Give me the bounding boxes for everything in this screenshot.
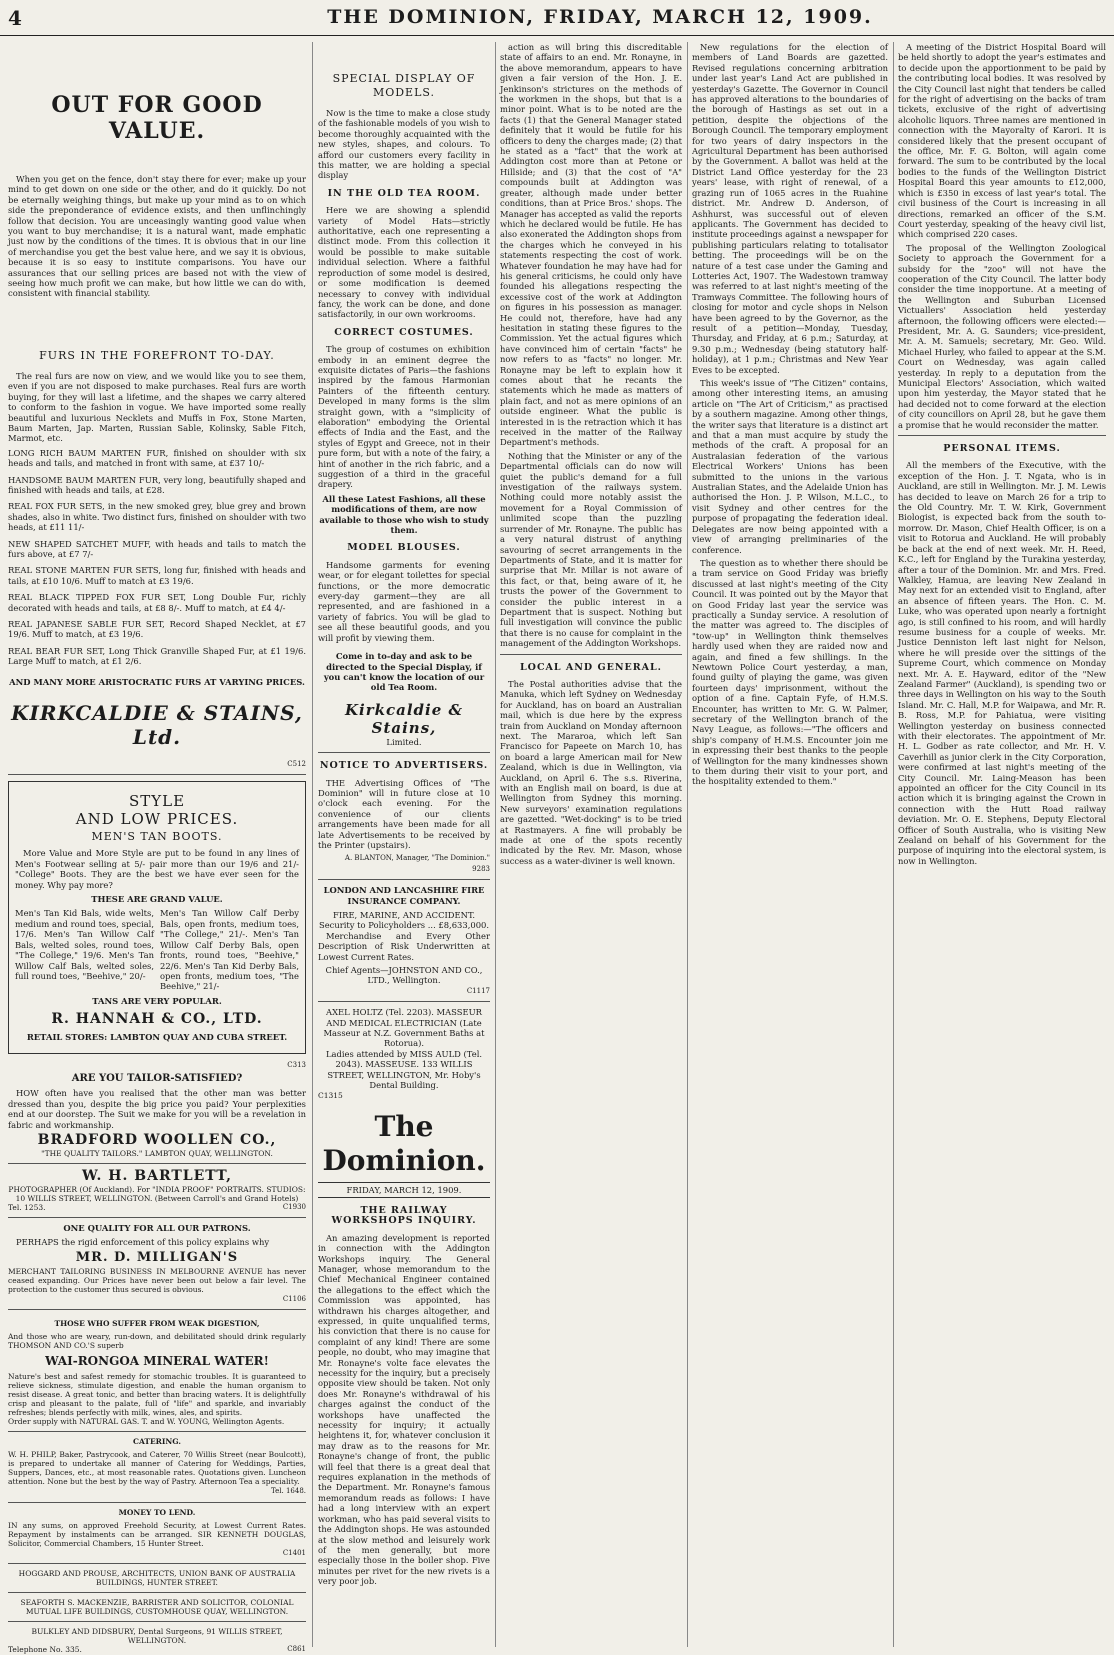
seaforth-ad: SEAFORTH S. MACKENZIE, BARRISTER AND SOLICITOR, COLONIAL MUTUAL LIFE BUILDINGS, CUSTOMHOUSE QUAY, WELLINGTON. xyxy=(20,1598,294,1616)
small-ads xyxy=(8,1315,306,1654)
fur-item: REAL BLACK TIPPED FOX FUR SET, Long Double Fur, richly decorated with heads and tails, at £8 8/-. Muff to match, at £4 4/- xyxy=(8,592,306,613)
money-body: IN any sums, on approved Freehold Security, at Lowest Current Rates. Repayment by instalments can be arranged. SIR KENNETH DOUGLAS, Solicitor, Commercial Chambers, 15 Hunter Street. xyxy=(8,1520,306,1548)
column-editorial-continued xyxy=(500,42,682,1647)
hannah-head: AND LOW PRICES. xyxy=(75,810,239,829)
fur-item: REAL STONE MARTEN FUR SETS, long fur, finished with heads and tails, at £10 10/6. Muff to match at £3 19/6. xyxy=(8,565,306,586)
bulkley-footer xyxy=(8,1645,306,1654)
hannah-right: Men's Tan Willow Calf Derby Bals, open fronts, medium toes, "The College," 21/-. Men's Tan Willow Calf Derby Bals, open fronts, round toes, "Beehive," 22/6. Men's Tan Kid Derby Bals, open fronts, medium toes, "The Beehive," 21/- xyxy=(160,908,299,992)
costumes-head: CORRECT COSTUMES. xyxy=(334,326,474,338)
firm-name: KIRKCALDIE & STAINS, Ltd. xyxy=(11,701,303,750)
divider xyxy=(318,1001,490,1002)
local-news: The question as to whether there should be a tram service on Good Friday was briefly discussed at last night's meeting of the City Council. It was pointed out by the Mayor that on Good Friday last year the service was practically a Sunday service. A resolution of the matter was agreed to. The disciples of "tow-up" in Wellington think themselves hardly used when they are raided now and again, and fined a few shillings. In the Newtown Police Court yesterday, a man, found guilty of playing the game, was given fourteen days' imprisonment, without the option of a fine. Captain Fyfe, of H.M.S. Encounter, has written to Mr. G. W. Palmer, secretary of the Wellington branch of the Navy League, as follows:—"The officers and ship's company of H.M.S. Encounter join me in expressing their best thanks to the people of Wellington for the many kindnesses shown to them during their visit to your port, and the hospitality extended to them." xyxy=(692,557,888,787)
personal-body: All the members of the Executive, with the exception of the Hon. J. T. Ngata, who is in Auckland, are still in Wellington. Mr. J. M. Lewis has decided to leave on March 26 for a trip to the Old Country. Mr. T. W. Kirk, Government Biologist, is expected back from the south to-morrow. Dr. Mason, Chief Health Officer, is on a visit to Rotorua and Auckland. He will probably be back at the end of next week. Mr. H. Reed, K.C., left for England by the Turakina yesterday, after a tour of the Dominion. Mr. and Mrs. Fred. Walkley, Hamua, are leaving New Zealand in May next for an extended visit to England, after an absence of fifteen years. The Hon. C. M. Luke, who was operated upon nearly a fortnight ago, is still confined to his room, and will hardly resume business for a couple of weeks. Mr. Justice Denniston left last night for Nelson, where he will preside over the sittings of the Supreme Court, which commence on Monday next. Mr. A. E. Hayward, editor of the "New Zealand Farmer" (Auckland), is spending two or three days in Wellington on his way to the South Island. Mr. C. Hall, M.P. for Waipawa, and Mr. R. B. Ross, M.P. for Pahiatua, were visiting Wellington yesterday on business connected with their electorates. The appointment of Mr. H. L. Godber as rate collector, and Mr. H. V. Caverhill as junior clerk in the City Corporation, were confirmed at last night's meeting of the City Council. Mr. Laing-Meason has been appointed an officer for the City Council in its action which it is bringing against the Crown in connection with the Hutt Road railway deviation. Mr. O. E. Stephens, Deputy Electoral Officer of South Australia, who is visiting New Zealand on behalf of his Government for the purpose of inquiring into the electoral system, is now in Wellington. xyxy=(898,460,1106,866)
milligan-sub: MERCHANT TAILORING BUSINESS IN MELBOURNE AVENUE has never ceased expanding. Our Prices have never been out below a fair level. The protection to the customer thus secured is obvious. xyxy=(8,1266,306,1294)
fur-item: HANDSOME BAUM MARTEN FUR, very long, beautifully shaped and finished with heads and tails, at £28. xyxy=(8,474,306,495)
waiq-head: THOSE WHO SUFFER FROM WEAK DIGESTION, xyxy=(54,1319,260,1329)
notice-head: NOTICE TO ADVERTISERS. xyxy=(319,760,489,772)
fur-item: LONG RICH BAUM MARTEN FUR, finished on shoulder with six heads and tails, and matched in front with same, at £37 10/- xyxy=(8,447,306,469)
hannah-stores: RETAIL STORES: LAMBTON QUAY AND CUBA STREET. xyxy=(26,1032,288,1043)
column-rule xyxy=(687,42,688,1647)
bulkley-ad: BULKLEY AND DIDSBURY, Dental Surgeons, 91 WILLIS STREET, WELLINGTON. xyxy=(31,1627,283,1645)
bartlett-name: W. H. BARTLETT, xyxy=(82,1167,232,1184)
special-head: SPECIAL DISPLAY OF MODELS. xyxy=(332,72,476,99)
hannah-lists xyxy=(15,908,299,991)
london-agents: Chief Agents—JOHNSTON AND CO., LTD., Wellington. xyxy=(325,965,483,986)
firm-sub: Limited. xyxy=(386,736,422,747)
fur-item: REAL BEAR FUR SET, Long Thick Granville Shaped Fur, at £1 19/6. Large Muff to match, at £1 2/6. xyxy=(8,645,306,667)
newspaper-title: THE DOMINION, FRIDAY, MARCH 12, 1909. xyxy=(327,6,873,28)
bartlett-tel: Tel. 1253. xyxy=(8,1202,46,1212)
bradford-name: BRADFORD WOOLLEN CO., xyxy=(37,1131,277,1148)
column-rule xyxy=(893,42,894,1647)
london-sec: Security to Policyholders ... £8,633,000. xyxy=(318,920,490,931)
furs-headline: FURS IN THE FOREFRONT TO-DAY. xyxy=(39,348,275,362)
catering-body: W. H. PHILP, Baker, Pastrycook, and Caterer, 70 Willis Street (near Boulcott), is prepared to undertake all manner of Catering for Weddings, Parties, Suppers, Dances, etc., at most reasonable rates. Quotations given. Luncheon attention. None but the best by the way of Pastry. Afternoon Tea a speciality. xyxy=(8,1450,306,1487)
hannah-intro: More Value and More Style are put to be found in any lines of Men's Footwear selling at 5/- pair more than our 19/6 and 21/- "College" Boots. They are the best we have ever seen for the money. Why pay more? xyxy=(15,848,299,890)
local-news: A meeting of the District Hospital Board will be held shortly to adopt the year's estimates and to decide upon the apportionment to be paid by the contributing local bodies. It was resolved by the City Council last night that tenders be called for the right of advertising on the backs of tram tickets, exclusive of the right of advertising alcoholic liquors. Three names are mentioned in connection with the Mayoralty of Karori. It is considered likely that the present occupant of the office, Mr. F. G. Bolton, will again come forward. The sum to be contributed by the local bodies to the funds of the Wellington District Hospital Board this year amounts to £12,000, which is £350 in excess of last year's total. The civil business of the Court is increasing in all directions, remarked an officer of the S.M. Court yesterday, speaking of the heavy civil list, which comprised 220 cases. xyxy=(898,42,1106,240)
divider xyxy=(318,879,490,880)
hannah-firm: R. HANNAH & CO., LTD. xyxy=(51,1011,263,1028)
divider xyxy=(8,1592,306,1593)
come-note: Come in to-day and ask to be directed to the Special Display, if you can't know the location of our old Tea Room. xyxy=(323,651,485,693)
hannah-head: MEN'S TAN BOOTS. xyxy=(91,830,223,844)
milligan-name: MR. D. MILLIGAN'S xyxy=(75,1249,239,1265)
local-news: New regulations for the election of members of Land Boards are gazetted. Revised regulations concerning arbitration under last year's Land Act are published in yesterday's Gazette. The Governor in Council has approved alterations to the boundaries of the borough of Hastings as set out in a petition, despite the objections of the Borough Council. The temporary employment for two years of dairy inspectors in the Agricultural Department has been authorised by the Government. A ballot was held at the District Land Office yesterday for the 23 years' lease, with right of renewal, of a grazing run of 1065 acres in the Ruahine district. Mr. Andrew D. Anderson, of Ashhurst, was successful out of eleven applicants. The Government has decided to institute proceedings against a newspaper for publishing particulars relating to totalisator betting. The proceedings will be on the nature of a test case under the Gaming and Lotteries Act, 1907. The Wadestown tramway was referred to at last night's meeting of the Tramways Committee. The following hours of closing for motor and cycle shops in Nelson have been agreed to by the Governor, as the result of a petition—Monday, Tuesday, Thursday, and Friday, at 6 p.m.; Saturday, at 9.30 p.m.; Wednesday (being statutory half-holiday), at 1 p.m.; Christmas and New Year Eves to be excepted. xyxy=(692,42,888,375)
divider xyxy=(500,654,682,655)
catering-head: CATERING. xyxy=(132,1437,182,1447)
personal-head: PERSONAL ITEMS. xyxy=(943,443,1061,455)
ad-code: C1930 xyxy=(282,1202,306,1211)
divider xyxy=(318,752,490,753)
column-rule xyxy=(495,42,496,1647)
waiq-body: Nature's best and safest remedy for stomachic troubles. It is guaranteed to relieve sickness, stimulate digestion, and enable the human organism to resist disease. A great tonic, and better than bracing waters. It is delightfully crisp and pleasant to the palate, full of "life" and sparkle, and invariably refreshes; blends perfectly with milk, wines, ales, and spirits. xyxy=(8,1372,306,1418)
special-body: Now is the time to make a close study of the fashionable models of you wish to become thoroughly acquainted with the new styles, shapes, and colours. To afford our customers every facility in this matter, we are holding a special display xyxy=(318,108,490,181)
ad-code: C1106 xyxy=(282,1294,306,1303)
ad-headline: OUT FOR GOOD VALUE. xyxy=(51,92,263,144)
small-ads-left xyxy=(8,1315,306,1654)
local-news: The proposal of the Wellington Zoological Society to approach the Government for a subsidy for the "zoo" will not have the cooperation of the City Council. The latter body consider the time inopportune. At a meeting of the Wellington and Suburban Licensed Victuallers' Association held yesterday afternoon, the following officers were elected:—President, Mr. A. G. Saunders; vice-president, Mr. A. M. Samuels; secretary, Mr. Geo. Wild. Michael Hurley, who failed to appear at the S.M. Court on Wednesday, was again called yesterday. In reply to a deputation from the Municipal Electors' Association, which waited upon him yesterday, the Mayor stated that he had decided not to come forward at the election of city councillors on April 28, but he gave them a promise that he would reconsider the matter. xyxy=(898,242,1106,430)
notice-sign: A. BLANTON, Manager, "The Dominion." xyxy=(344,854,490,863)
london-sub: FIRE, MARINE, AND ACCIDENT. xyxy=(333,910,475,920)
waiq-name: WAI-RONGOA MINERAL WATER! xyxy=(45,1354,269,1369)
latest-note: All these Latest Fashions, all these modifications of them, are now available to those who wish to study them. xyxy=(319,493,489,536)
ad-code: C512 xyxy=(287,760,306,769)
holtz-ad: AXEL HOLTZ (Tel. 2203). MASSEUR AND MEDICAL ELECTRICIAN (Late Masseur at N.Z. Government Baths at Rotorua). xyxy=(323,1007,485,1049)
hannah-head: STYLE xyxy=(128,792,186,811)
tea-room-head: IN THE OLD TEA ROOM. xyxy=(327,187,481,199)
blouses-body: Handsome garments for evening wear, or for elegant toilettes for special functions, or the more democratic every-day garment—they are all represented, and are fashioned in a variety of fabrics. You will be glad to see all these beautiful goods, and you will profit by viewing them. xyxy=(318,559,490,643)
london-head: LONDON AND LANCASHIRE FIRE INSURANCE COMPANY. xyxy=(323,885,485,906)
divider xyxy=(8,1621,306,1622)
column-local-and-personal xyxy=(898,42,1106,1647)
ad-code: C1117 xyxy=(466,986,490,995)
divider xyxy=(8,1217,306,1218)
tea-room-body: Here we are showing a splendid variety of Model Hats—strictly authoritative, each one representing a distinct mode. From this collection it would be possible to make suitable individual selection. Where a faithful reproduction of some model is desired, or some modification is deemed necessary to convey with individual fancy, the work can be done, and done satisfactorily, in our own workrooms. xyxy=(318,205,490,320)
hannah-sub: THESE ARE GRAND VALUE. xyxy=(91,894,223,905)
bartlett-sub: PHOTOGRAPHER (Of Auckland). For "INDIA PROOF" PORTRAITS. STUDIOS: 10 WILLIS STREET, WELLINGTON. (Between Carroll's and Grand Hotels) xyxy=(8,1184,306,1203)
furs-intro: The real furs are now on view, and we would like you to see them, even if you are not disposed to make purchases. Real furs are worth buying, for they will last a lifetime, and the shapes we carry altered to conform to the fashion in vogue. We have imported some really beautiful and luxurious Necklets and Muffs in Fox, Stone Marten, Baum Marten, Jap. Marten, Russian Sable, Kolinsky, Sable Fitch, Marmot, etc. xyxy=(8,370,306,444)
divider xyxy=(8,1502,306,1503)
ad-code: C1401 xyxy=(282,1548,306,1557)
masthead xyxy=(0,0,1114,36)
tailor-body: HOW often have you realised that the other man was better dressed than you, despite the big price you paid? Your perplexities end at our doorstep. The Suit we make for you will be a revelation in fabric and workmanship. xyxy=(8,1088,306,1130)
fur-item: REAL JAPANESE SABLE FUR SET, Record Shaped Necklet, at £7 19/6. Muff to match, at £3 19/6. xyxy=(8,619,306,640)
editorial-continued: action as will bring this discreditable state of affairs to an end. Mr. Ronayne, in the above memorandum, appears to have given a fair version of the Hon. J. E. Jenkinson's strictures on the methods of the workmen in the shops, but that is a minor point. What is to be noted are the facts (1) that the General Manager stated definitely that it would be futile for his officers to deny the charges made; (2) that he stated as a "fact" that the work at Addington cost more than at Petone or Hillside; and (3) that the cost of "A" compounds built at Addington was greater, although made under better conditions, than at Price Bros.' shops. The Manager has accepted as valid the reports which he declared would be futile. He has also exonerated the Addington shops from the charges which he conveyed in his statements respecting the cost of work. Whatever foundation he may have had for his general criticisms, he could only have founded his allegations respecting the excessive cost of the work at Addington on figures in his possession as manager. He could not, therefore, have had any hesitation in stating these figures to the Commission. Yet the actual figures which have convinced him of certain "facts" he now refers to as "facts" no longer. Mr. Ronayne may be left to explain how it comes about that he recants the statements which he made as matters of plain fact, and not as mere opinions of an outside engineer. What the public is interested in is the retraction which it has received in the matter of the Railway Department's methods. xyxy=(500,42,682,448)
furs-outro: AND MANY MORE ARISTOCRATIC FURS AT VARYING PRICES. xyxy=(9,676,305,687)
tailor-head: ARE YOU TAILOR-SATISFIED? xyxy=(71,1072,243,1084)
divider xyxy=(8,774,306,775)
holtz-ladies: Ladies attended by MISS AULD (Tel. 2043). MASSEUSE. 133 WILLIS STREET, WELLINGTON, Mr. Hoby's Dental Building. xyxy=(325,1048,483,1091)
ad-code: C313 xyxy=(287,1060,306,1069)
hannah-left: Men's Tan Kid Bals, wide welts, medium and round toes, special, 17/6. Men's Tan Willow Calf Bals, welted soles, round toes, "The College," 19/6. Men's Tan Willow Calf Bals, welted soles, full round toes, "Beehive," 20/- xyxy=(15,908,154,981)
catering-tel: Tel. 1648. xyxy=(271,1487,306,1496)
editorial-body: An amazing development is reported in connection with the Addington Workshops inquiry. The General Manager, whose memorandum to the Chief Mechanical Engineer contained the allegations to the effect which the Commission was appointed, has withdrawn his charges altogether, and expressed, in quite unqualified terms, his conviction that there is no cause for complaint of any kind! There are some people, no doubt, who may imagine that Mr. Ronayne's volte face elevates the necessity for the inquiry, but a precisely opposite view should be taken. Not only does Mr. Ronayne's withdrawal of his charges against the conduct of the workshops have unaffected the necessity for inquiry; it actually heightens it, for, whatever conclusion it may draw as to the reasons for Mr. Ronayne's change of front, the public will feel that there is a great deal that requires explanation in the methods of the Department. Mr. Ronayne's famous memorandum reads as follows: I have had a long interview with an expert workman, who has paid several visits to the Addington shops. He was astounded at the slow method and leisurely work of the men generally, but more especially those in the boiler shop. Five minutes per rivet for the new rivets is a very poor job. xyxy=(318,1232,490,1587)
bulkley-tel: Telephone No. 335. xyxy=(8,1645,82,1654)
column-rule xyxy=(312,42,313,1647)
waiq-intro: And those who are weary, run-down, and debilitated should drink regularly THOMSON AND CO.'S superb xyxy=(8,1332,306,1351)
milligan-intro: PERHAPS the rigid enforcement of this policy explains why xyxy=(16,1237,270,1248)
hoggard-ad: HOGGARD AND PROUSE, ARCHITECTS, UNION BANK OF AUSTRALIA BUILDINGS, HUNTER STREET. xyxy=(18,1569,296,1587)
local-head: LOCAL AND GENERAL. xyxy=(519,661,662,673)
costumes-body: The group of costumes on exhibition embody in an eminent degree the exquisite dictates of Paris—the fashions inspired by the famous Harmonian Painters of the fifteenth century. Developed in many forms is the slim straight gown, with a "simplicity of elaboration" embodying the Oriental effects of India and the East, and the styles of Egypt and Greece, not in their pure form, but with a note of the fairy, a hint of another in the rich fabric, and a suggestion of a third in the graceful drapery. xyxy=(318,344,490,490)
divider xyxy=(8,1309,306,1310)
ad-intro: When you get on the fence, don't stay there for ever; make up your mind to get down on one side or the other, and do it quickly. Do not be eternally weighing things, but make up your mind as to on which side the preponderance of evidence exists, and then unflinchingly follow that decision. You are unceasingly wanting good value when you want to buy merchandise; it is a natural want, made emphatic just now by the conditions of the times. It is obvious that in our line of merchandise you get the best value here, and we say it is obvious, because it is so easy to institute comparisons. You have our assurances that our selling prices are based not with the view of seeing how much profit we can make, but how little we can do with, consistent with financial stability. xyxy=(8,174,306,299)
local-news: This week's issue of "The Citizen" contains, among other interesting items, an amusing article on "The Art of Criticism," as practised by a southern magazine. Among other things, the writer says that literature is a distinct art and that a man must acquire by study the methods of the craft. A proposal for an Australasian federation of the various Electrical Workers' Unions has been submitted to the unions in the various Australian States, and the Adelaide Union has authorised the Hon. J. P. Wilson, M.L.C., to visit Sydney and other centres for the purpose of propagating the federation ideal. Delegates are now being appointed with a view of arranging preliminaries of the conference. xyxy=(692,378,888,555)
page-number: 4 xyxy=(8,6,22,30)
hannah-ad xyxy=(8,781,306,1053)
notice-body: THE Advertising Offices of "The Dominion" will in future close at 10 o'clock each evening. For the convenience of our clients arrangements have been made for all late Advertisements to be received by the Printer (upstairs). xyxy=(318,777,490,850)
column-local-news xyxy=(692,42,888,1647)
editorial-head: THE RAILWAY WORKSHOPS INQUIRY. xyxy=(331,1204,477,1227)
ad-code: C1315 xyxy=(318,1090,343,1100)
hannah-tag: TANS ARE VERY POPULAR. xyxy=(92,995,222,1006)
bartlett-footer xyxy=(8,1203,306,1212)
dominion-date: FRIDAY, MARCH 12, 1909. xyxy=(318,1182,490,1198)
divider xyxy=(8,1163,306,1164)
ad-code: 9283 xyxy=(472,864,490,873)
london-body: Merchandise and Every Other Description of Risk Underwritten at Lowest Current Rates. xyxy=(318,930,490,962)
milligan-quality: ONE QUALITY FOR ALL OUR PATRONS. xyxy=(63,1222,251,1233)
editorial-continued: Nothing that the Minister or any of the Departmental officials can do now will quiet the public's demand for a full investigation of the railways system. Nothing could more notably assist the movement for a Royal Commission of unlimited scope than the puzzling surrender of Mr. Ronayne. The public has a very natural distrust of anything savouring of secret arrangements in the Departments of State, and it is matter for surprise that Mr. Millar is not aware of this fact, or that, being aware of it, he trusts the power of the Government to consider the public interest in a Department that is suspect. Nothing but full investigation will convince the public that there is no cause for complaint in the management of the Addington Workshops. xyxy=(500,450,682,649)
divider xyxy=(898,435,1106,436)
ad-code: C861 xyxy=(287,1645,306,1653)
fur-item: NEW SHAPED SATCHET MUFF, with heads and tails to match the furs above, at £7 7/- xyxy=(8,538,306,559)
column-display-and-editorial xyxy=(318,42,490,1647)
fur-item: REAL FOX FUR SETS, in the new smoked grey, blue grey and brown shades, also in white. Two distinct furs, finished on shoulder with two heads, at £11 11/- xyxy=(8,501,306,533)
dominion-title: The Dominion. xyxy=(322,1109,486,1177)
bradford-sub: "THE QUALITY TAILORS." LAMBTON QUAY, WELLINGTON. xyxy=(41,1148,273,1158)
waiq-order: Order supply with NATURAL GAS. T. and W. YOUNG, Wellington Agents. xyxy=(8,1417,285,1427)
divider xyxy=(8,1563,306,1564)
local-body: The Postal authorities advise that the Manuka, which left Sydney on Wednesday for Auckland, has on board an Australian mail, which is due here by the express train from Auckland on Monday afternoon next. The Mararoa, which left San Francisco for Papeete on March 10, has on board a large American mail for New Zealand, which is due in Wellington, via Auckland, on April 6. The s.s. Riverina, with an English mail on board, is due at Wellington from Sydney this morning. New surveyors' examination regulations are gazetted. "Wet-docking" is to be tried at Rastmayers. A fine will probably be made at one of the spots recently indicated by the Rev. Mr. Mason, whose success as a water-diviner is well known. xyxy=(500,678,682,866)
divider xyxy=(8,1431,306,1432)
blouses-head: MODEL BLOUSES. xyxy=(347,542,461,554)
money-head: MONEY TO LEND. xyxy=(118,1507,196,1517)
column-advertisements xyxy=(8,42,306,1654)
firm-name: Kirkcaldie & Stains, xyxy=(344,700,464,737)
